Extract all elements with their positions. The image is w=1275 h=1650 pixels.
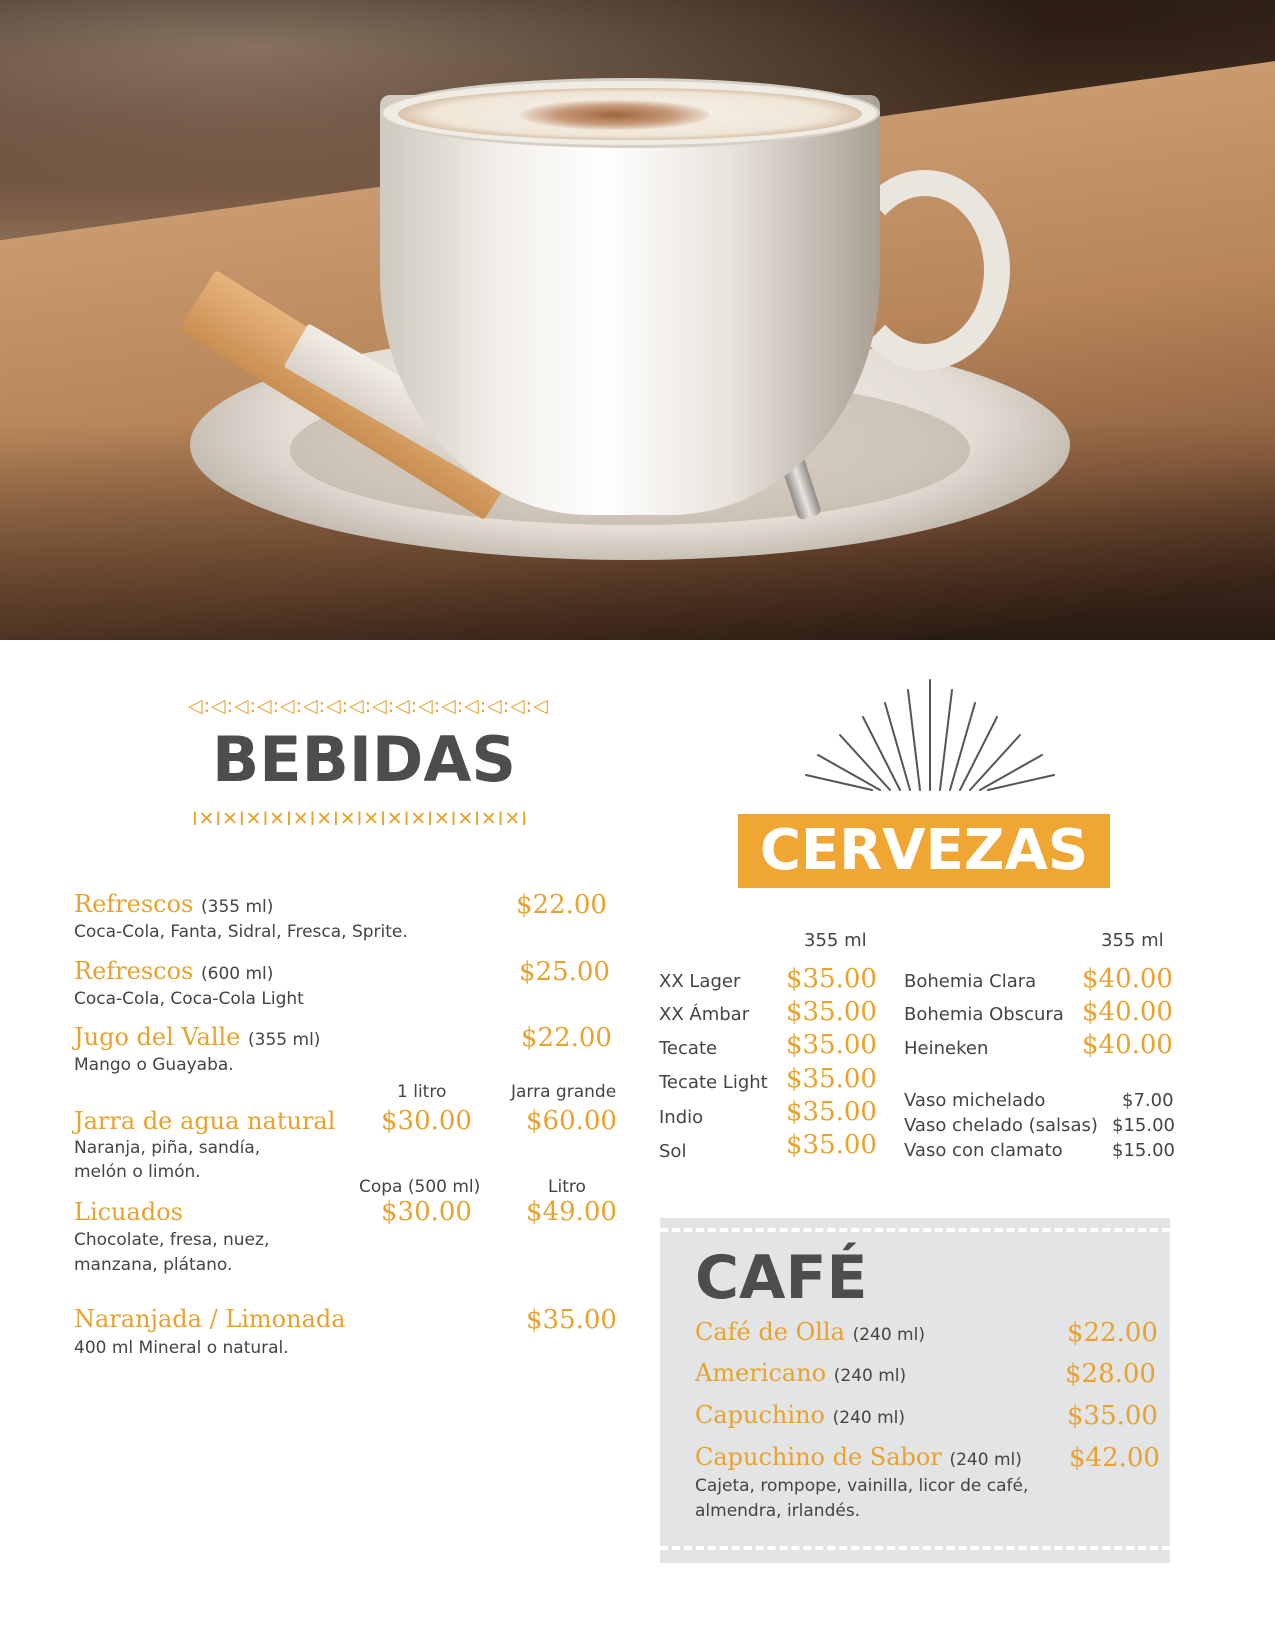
item-name: Jugo del Valle <box>74 1023 241 1051</box>
beer-name: Sol <box>659 1141 687 1162</box>
dashed-border-top <box>660 1228 1170 1232</box>
extra-name: Vaso con clamato <box>904 1140 1063 1161</box>
ornament-bottom: I✕I✕I✕I✕I✕I✕I✕I✕I✕I✕I✕I✕I✕I✕I <box>192 808 528 830</box>
jarra-col1-label: 1 litro <box>397 1082 447 1102</box>
item-size: (240 ml) <box>832 1408 906 1428</box>
bebida-refrescos-355 <box>74 890 273 918</box>
item-description: 400 ml Mineral o natural. <box>74 1338 289 1358</box>
cinnamon-dust <box>520 100 710 130</box>
cafe-de-olla <box>695 1318 925 1346</box>
item-size: (240 ml) <box>852 1325 925 1345</box>
price: $42.00 <box>1069 1443 1160 1473</box>
price: $35.00 <box>1067 1401 1158 1431</box>
beer-price: $35.00 <box>786 964 877 994</box>
cafe-title: CAFÉ <box>695 1243 868 1313</box>
extra-name: Vaso michelado <box>904 1090 1046 1111</box>
bebida-licuados: Licuados <box>74 1198 183 1226</box>
hero-photo-cappuccino <box>0 0 1275 640</box>
beer-name: Indio <box>659 1107 704 1128</box>
item-description: Naranja, piña, sandía, <box>74 1138 261 1158</box>
item-name: Refrescos <box>74 957 194 985</box>
licuados-col1-label: Copa (500 ml) <box>359 1177 481 1197</box>
bebidas-title: BEBIDAS <box>212 723 517 796</box>
beer-price: $35.00 <box>786 997 877 1027</box>
extra-name: Vaso chelado (salsas) <box>904 1115 1098 1136</box>
dashed-border-bottom <box>660 1546 1170 1550</box>
cafe-americano <box>695 1359 906 1387</box>
coffee-cup <box>380 95 880 515</box>
beer-price: $35.00 <box>786 1030 877 1060</box>
item-description: Coca-Cola, Coca-Cola Light <box>74 989 304 1009</box>
item-size: (240 ml) <box>949 1450 1022 1470</box>
item-description: Cajeta, rompope, vainilla, licor de café, <box>695 1476 1029 1496</box>
licuados-col2-label: Litro <box>548 1177 586 1197</box>
column-header: 355 ml <box>1101 930 1164 951</box>
column-header: 355 ml <box>804 930 867 951</box>
cafe-capuchino-sabor <box>695 1443 1022 1471</box>
beer-price: $40.00 <box>1082 997 1173 1027</box>
beer-price: $35.00 <box>786 1064 877 1094</box>
beer-price: $40.00 <box>1082 1030 1173 1060</box>
beer-name: XX Lager <box>659 971 741 992</box>
price: $22.00 <box>516 890 607 920</box>
extra-price: $7.00 <box>1122 1090 1174 1111</box>
bebida-naranjada: Naranjada / Limonada <box>74 1305 346 1333</box>
item-description: Mango o Guayaba. <box>74 1055 234 1075</box>
cafe-capuchino <box>695 1401 905 1429</box>
item-description: manzana, plátano. <box>74 1255 233 1275</box>
item-description: melón o limón. <box>74 1162 201 1182</box>
item-name: Refrescos <box>74 890 194 918</box>
beer-name: Tecate <box>659 1038 718 1059</box>
extra-price: $15.00 <box>1112 1115 1175 1136</box>
beer-name: Bohemia Clara <box>904 971 1037 992</box>
item-description: Coca-Cola, Fanta, Sidral, Fresca, Sprite. <box>74 922 408 942</box>
item-size: (355 ml) <box>248 1030 321 1050</box>
price: $30.00 <box>381 1197 472 1227</box>
price: $28.00 <box>1065 1359 1156 1389</box>
beer-name: Tecate Light <box>659 1072 768 1093</box>
price: $25.00 <box>519 957 610 987</box>
item-name: Capuchino <box>695 1401 825 1429</box>
price: $22.00 <box>521 1023 612 1053</box>
beer-name: Bohemia Obscura <box>904 1004 1064 1025</box>
item-name: Americano <box>695 1359 827 1387</box>
bebida-refrescos-600 <box>74 957 273 985</box>
jarra-col2-label: Jarra grande <box>511 1082 617 1102</box>
ornament-top: ◁:◁:◁:◁:◁:◁:◁:◁:◁:◁:◁:◁:◁:◁:◁:◁ <box>188 695 549 717</box>
item-size: (240 ml) <box>833 1366 907 1386</box>
price: $30.00 <box>381 1106 472 1136</box>
item-size: (600 ml) <box>201 964 274 984</box>
bebida-jugo-del-valle <box>74 1023 320 1051</box>
extra-price: $15.00 <box>1112 1140 1175 1161</box>
beer-name: XX Ámbar <box>659 1004 750 1025</box>
item-description: almendra, irlandés. <box>695 1501 861 1521</box>
bebida-jarra-agua: Jarra de agua natural <box>74 1107 336 1135</box>
price: $60.00 <box>526 1106 617 1136</box>
beer-price: $35.00 <box>786 1130 877 1160</box>
sunburst-ornament <box>800 675 1060 795</box>
price: $49.00 <box>526 1197 617 1227</box>
item-size: (355 ml) <box>201 897 274 917</box>
price: $22.00 <box>1067 1318 1158 1348</box>
beer-price: $40.00 <box>1082 964 1173 994</box>
price: $35.00 <box>526 1305 617 1335</box>
beer-price: $35.00 <box>786 1097 877 1127</box>
item-name: Capuchino de Sabor <box>695 1443 942 1471</box>
item-description: Chocolate, fresa, nuez, <box>74 1230 270 1250</box>
beer-name: Heineken <box>904 1038 989 1059</box>
cervezas-title: CERVEZAS <box>759 818 1089 883</box>
item-name: Café de Olla <box>695 1318 845 1346</box>
